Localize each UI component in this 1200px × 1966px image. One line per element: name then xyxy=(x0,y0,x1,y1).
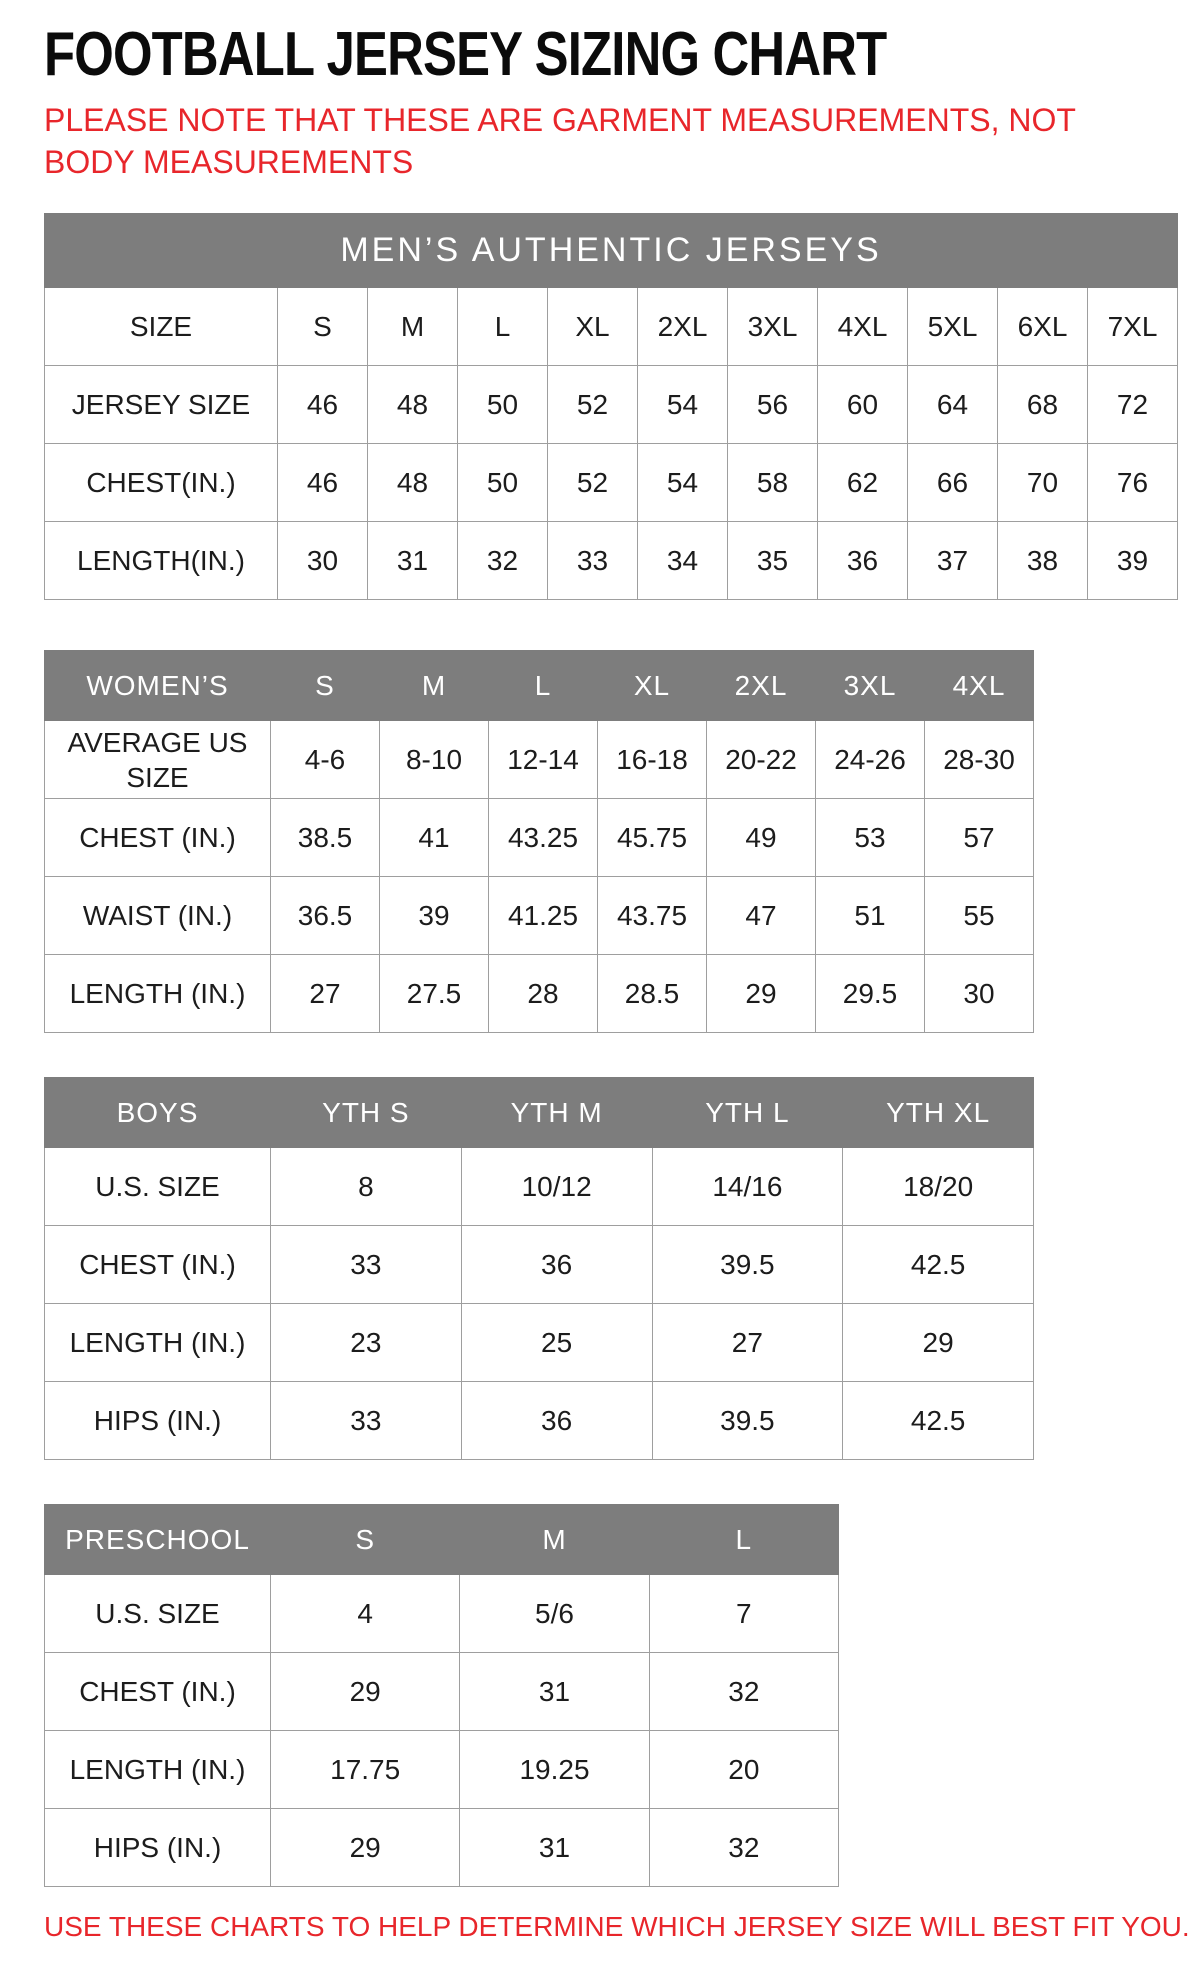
value-cell: 29 xyxy=(707,955,816,1033)
value-cell: 52 xyxy=(548,366,638,444)
value-cell: 66 xyxy=(908,444,998,522)
table-row xyxy=(45,522,1178,600)
value-cell: 50 xyxy=(458,366,548,444)
value-cell: 55 xyxy=(925,877,1034,955)
page-title: FOOTBALL JERSEY SIZING CHART xyxy=(44,20,887,89)
value-cell: 36 xyxy=(461,1226,652,1304)
table-row xyxy=(45,1382,1034,1460)
value-cell: 23 xyxy=(271,1304,462,1382)
value-cell: XL xyxy=(548,288,638,366)
value-cell: 47 xyxy=(707,877,816,955)
table-row xyxy=(45,444,1178,522)
value-cell: 28.5 xyxy=(598,955,707,1033)
value-cell: 36 xyxy=(461,1382,652,1460)
value-cell: 43.25 xyxy=(489,799,598,877)
value-cell: 14/16 xyxy=(652,1148,843,1226)
column-header: YTH L xyxy=(652,1078,843,1148)
value-cell: 30 xyxy=(278,522,368,600)
value-cell: 32 xyxy=(649,1809,838,1887)
value-cell: 5XL xyxy=(908,288,998,366)
row-label: CHEST (IN.) xyxy=(45,1226,271,1304)
mens-sizing-table-section xyxy=(44,213,1156,600)
value-cell: 10/12 xyxy=(461,1148,652,1226)
value-cell: 48 xyxy=(368,366,458,444)
value-cell: 48 xyxy=(368,444,458,522)
value-cell: 58 xyxy=(728,444,818,522)
value-cell: 20-22 xyxy=(707,721,816,799)
value-cell: 31 xyxy=(460,1653,649,1731)
value-cell: 39.5 xyxy=(652,1226,843,1304)
value-cell: 7 xyxy=(649,1575,838,1653)
value-cell: 12-14 xyxy=(489,721,598,799)
value-cell: 33 xyxy=(271,1226,462,1304)
row-label: HIPS (IN.) xyxy=(45,1382,271,1460)
column-header: XL xyxy=(598,651,707,721)
value-cell: 50 xyxy=(458,444,548,522)
column-header: 4XL xyxy=(925,651,1034,721)
value-cell: 18/20 xyxy=(843,1148,1034,1226)
value-cell: 57 xyxy=(925,799,1034,877)
preschool-header-row xyxy=(45,1505,839,1575)
row-label: JERSEY SIZE xyxy=(45,366,278,444)
row-label: WAIST (IN.) xyxy=(45,877,271,955)
value-cell: 72 xyxy=(1088,366,1178,444)
value-cell: 4XL xyxy=(818,288,908,366)
value-cell: 36.5 xyxy=(271,877,380,955)
value-cell: 45.75 xyxy=(598,799,707,877)
value-cell: 43.75 xyxy=(598,877,707,955)
value-cell: L xyxy=(458,288,548,366)
womens-header-row xyxy=(45,651,1034,721)
value-cell: 3XL xyxy=(728,288,818,366)
value-cell: 33 xyxy=(548,522,638,600)
row-label: U.S. SIZE xyxy=(45,1148,271,1226)
value-cell: 2XL xyxy=(638,288,728,366)
value-cell: 62 xyxy=(818,444,908,522)
table-row xyxy=(45,877,1034,955)
value-cell: 37 xyxy=(908,522,998,600)
value-cell: 8-10 xyxy=(380,721,489,799)
table-row xyxy=(45,1304,1034,1382)
value-cell: 54 xyxy=(638,444,728,522)
preschool-sizing-table-section xyxy=(44,1504,1156,1887)
value-cell: 52 xyxy=(548,444,638,522)
table-row xyxy=(45,1575,839,1653)
boys-header-label: BOYS xyxy=(45,1078,271,1148)
value-cell: 25 xyxy=(461,1304,652,1382)
value-cell: 49 xyxy=(707,799,816,877)
column-header: S xyxy=(271,1505,460,1575)
value-cell: 31 xyxy=(368,522,458,600)
mens-table-title: MEN’S AUTHENTIC JERSEYS xyxy=(45,214,1178,288)
table-row xyxy=(45,1731,839,1809)
value-cell: 32 xyxy=(649,1653,838,1731)
value-cell: 35 xyxy=(728,522,818,600)
value-cell: 53 xyxy=(816,799,925,877)
value-cell: 41.25 xyxy=(489,877,598,955)
column-header: 2XL xyxy=(707,651,816,721)
value-cell: 36 xyxy=(818,522,908,600)
value-cell: 28 xyxy=(489,955,598,1033)
womens-table xyxy=(44,650,1034,1033)
value-cell: 4 xyxy=(271,1575,460,1653)
value-cell: 16-18 xyxy=(598,721,707,799)
preschool-header-label: PRESCHOOL xyxy=(45,1505,271,1575)
value-cell: 32 xyxy=(458,522,548,600)
table-row xyxy=(45,1148,1034,1226)
row-label: LENGTH (IN.) xyxy=(45,1304,271,1382)
row-label: HIPS (IN.) xyxy=(45,1809,271,1887)
value-cell: 7XL xyxy=(1088,288,1178,366)
value-cell: 39 xyxy=(1088,522,1178,600)
value-cell: 70 xyxy=(998,444,1088,522)
value-cell: 39 xyxy=(380,877,489,955)
value-cell: 29 xyxy=(271,1809,460,1887)
boys-header-row xyxy=(45,1078,1034,1148)
boys-sizing-table-section xyxy=(44,1077,1156,1460)
value-cell: 4-6 xyxy=(271,721,380,799)
table-row xyxy=(45,1653,839,1731)
value-cell: 68 xyxy=(998,366,1088,444)
row-label: LENGTH (IN.) xyxy=(45,955,271,1033)
mens-table xyxy=(44,213,1178,600)
row-label: LENGTH(IN.) xyxy=(45,522,278,600)
value-cell: 38 xyxy=(998,522,1088,600)
womens-sizing-table-section xyxy=(44,650,1156,1033)
preschool-table xyxy=(44,1504,839,1887)
value-cell: 46 xyxy=(278,366,368,444)
column-header: M xyxy=(460,1505,649,1575)
value-cell: 51 xyxy=(816,877,925,955)
table-row xyxy=(45,1809,839,1887)
value-cell: 27 xyxy=(271,955,380,1033)
value-cell: S xyxy=(278,288,368,366)
fit-recommendation-note: USE THESE CHARTS TO HELP DETERMINE WHICH JERSEY SIZE WILL BEST FIT YOU. xyxy=(44,1911,1190,1943)
column-header: M xyxy=(380,651,489,721)
value-cell: 29 xyxy=(843,1304,1034,1382)
table-row xyxy=(45,799,1034,877)
value-cell: 54 xyxy=(638,366,728,444)
value-cell: 46 xyxy=(278,444,368,522)
row-label: CHEST(IN.) xyxy=(45,444,278,522)
garment-measurements-note: PLEASE NOTE THAT THESE ARE GARMENT MEASUREMENTS, NOT BODY MEASUREMENTS xyxy=(44,102,1076,180)
value-cell: 42.5 xyxy=(843,1226,1034,1304)
value-cell: 8 xyxy=(271,1148,462,1226)
column-header: YTH S xyxy=(271,1078,462,1148)
value-cell: 56 xyxy=(728,366,818,444)
value-cell: 29.5 xyxy=(816,955,925,1033)
table-row xyxy=(45,721,1034,799)
value-cell: 76 xyxy=(1088,444,1178,522)
table-row xyxy=(45,366,1178,444)
value-cell: 20 xyxy=(649,1731,838,1809)
value-cell: 19.25 xyxy=(460,1731,649,1809)
value-cell: 64 xyxy=(908,366,998,444)
womens-header-label: WOMEN’S xyxy=(45,651,271,721)
value-cell: 28-30 xyxy=(925,721,1034,799)
value-cell: 6XL xyxy=(998,288,1088,366)
value-cell: 41 xyxy=(380,799,489,877)
row-label: CHEST (IN.) xyxy=(45,1653,271,1731)
column-header: YTH XL xyxy=(843,1078,1034,1148)
value-cell: 29 xyxy=(271,1653,460,1731)
row-label: SIZE xyxy=(45,288,278,366)
table-row xyxy=(45,955,1034,1033)
value-cell: 24-26 xyxy=(816,721,925,799)
value-cell: 39.5 xyxy=(652,1382,843,1460)
value-cell: 5/6 xyxy=(460,1575,649,1653)
value-cell: 27.5 xyxy=(380,955,489,1033)
value-cell: 34 xyxy=(638,522,728,600)
boys-table xyxy=(44,1077,1034,1460)
value-cell: 38.5 xyxy=(271,799,380,877)
column-header: S xyxy=(271,651,380,721)
table-row xyxy=(45,1226,1034,1304)
mens-title-row xyxy=(45,214,1178,288)
value-cell: 33 xyxy=(271,1382,462,1460)
value-cell: 17.75 xyxy=(271,1731,460,1809)
value-cell: 60 xyxy=(818,366,908,444)
column-header: YTH M xyxy=(461,1078,652,1148)
value-cell: 42.5 xyxy=(843,1382,1034,1460)
column-header: L xyxy=(649,1505,838,1575)
column-header: L xyxy=(489,651,598,721)
value-cell: 27 xyxy=(652,1304,843,1382)
row-label: LENGTH (IN.) xyxy=(45,1731,271,1809)
value-cell: M xyxy=(368,288,458,366)
row-label: U.S. SIZE xyxy=(45,1575,271,1653)
column-header: 3XL xyxy=(816,651,925,721)
row-label: AVERAGE US SIZE xyxy=(45,721,271,799)
value-cell: 30 xyxy=(925,955,1034,1033)
value-cell: 31 xyxy=(460,1809,649,1887)
row-label: CHEST (IN.) xyxy=(45,799,271,877)
table-row xyxy=(45,288,1178,366)
